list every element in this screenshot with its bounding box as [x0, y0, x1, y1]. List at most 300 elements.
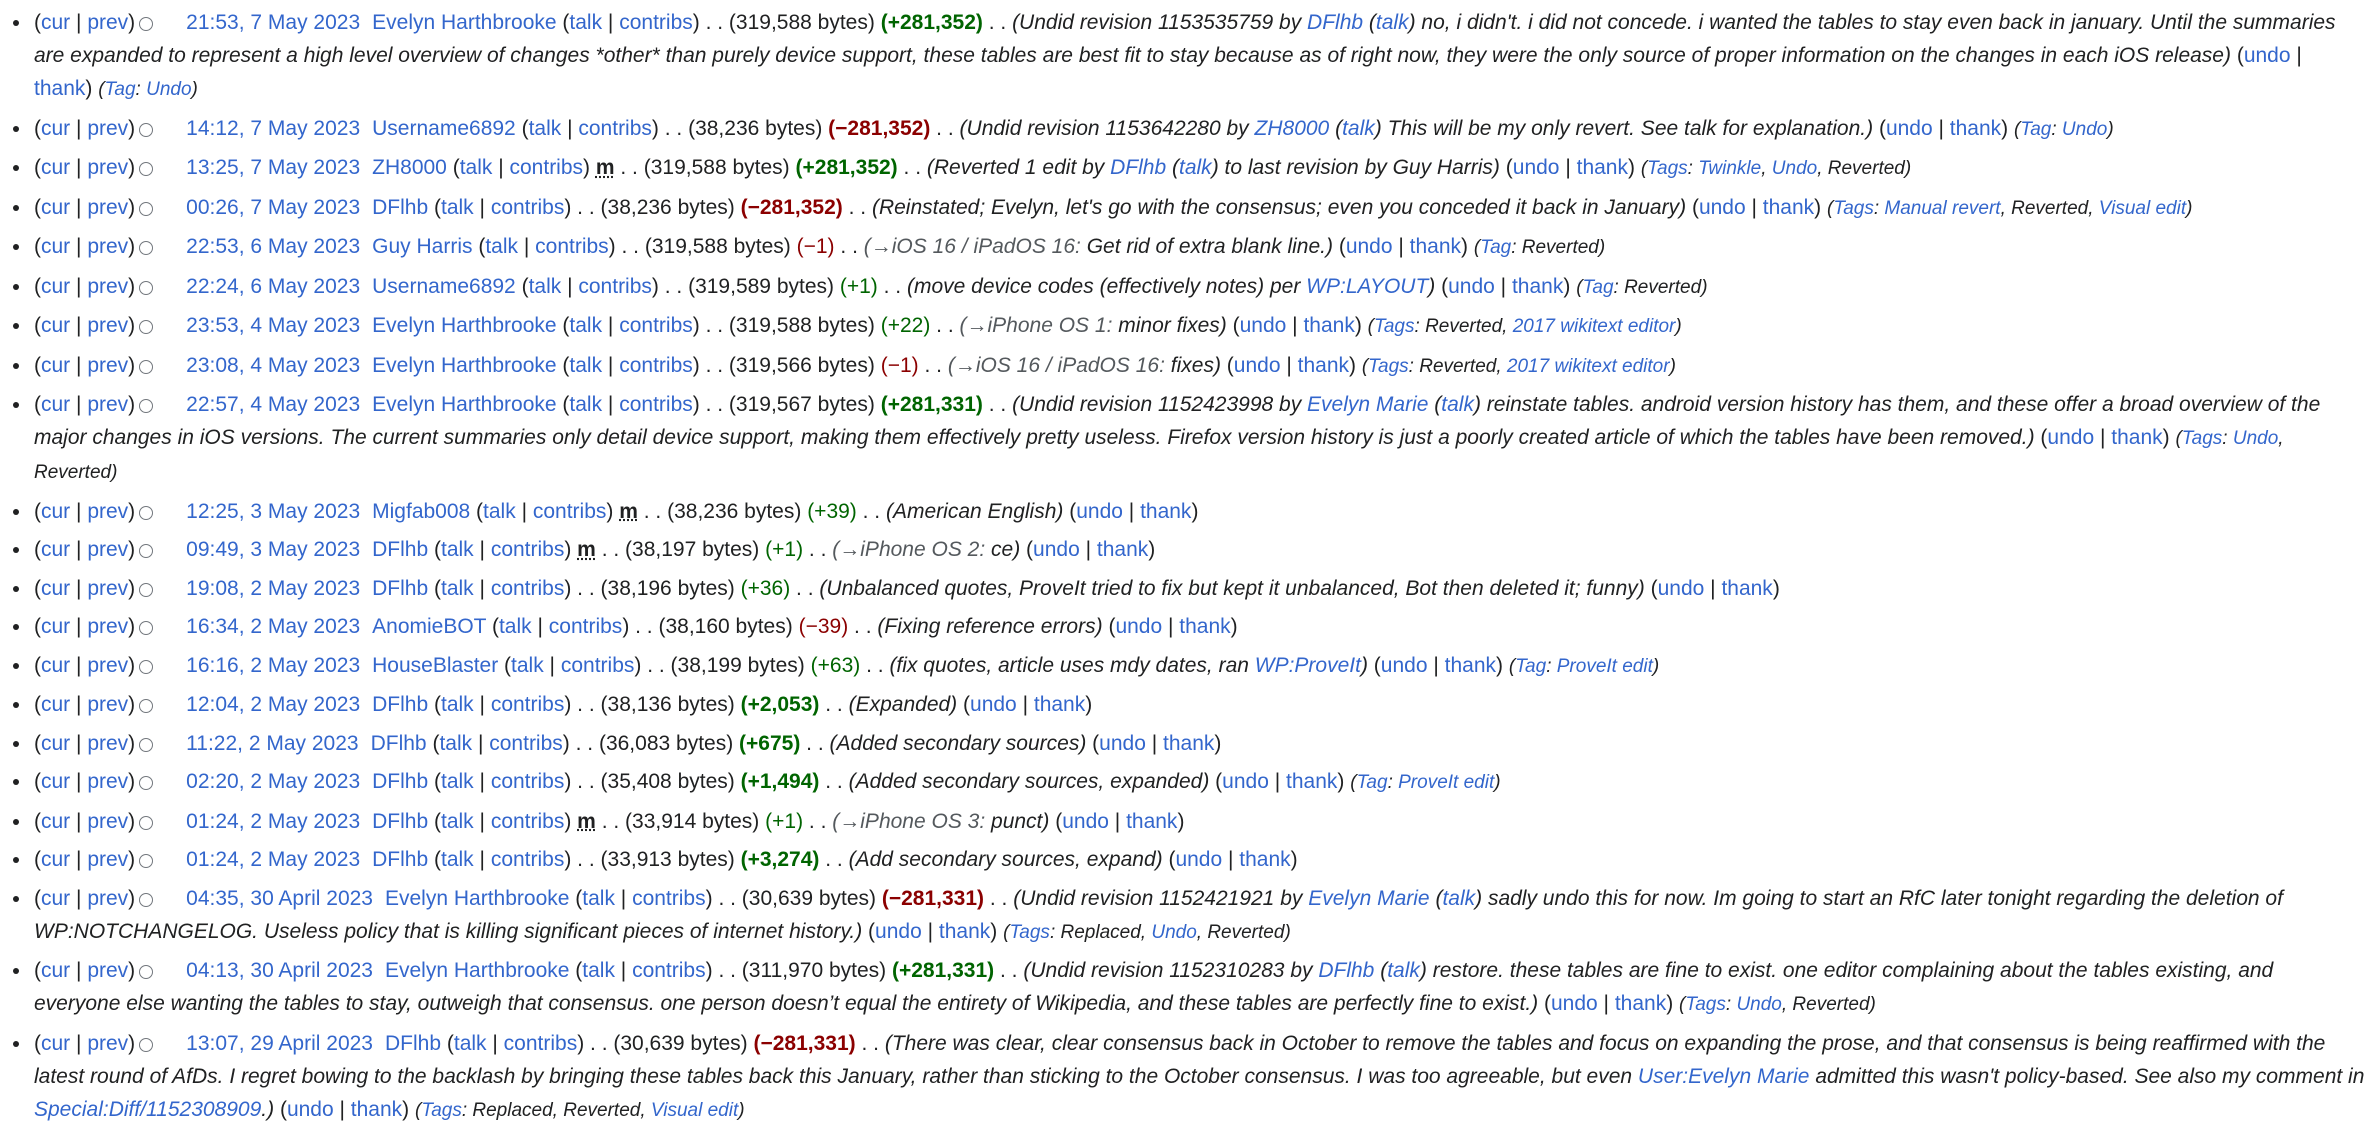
revision-tags: (Tags: Twinkle, Undo, Reverted) [1640, 158, 1912, 179]
revision-row: (cur | prev) 01:24, 2 May 2023 DFlhb (talk | contribs) m . . (33,914 bytes) (+1) . . (→iPhone OS 3: punct) (undo | thank) [0, 805, 2365, 838]
thank-link[interactable]: thank [1762, 195, 1815, 219]
compare-radio[interactable] [139, 202, 153, 216]
tag-link[interactable]: Visual edit [2098, 197, 2187, 219]
compare-radio[interactable] [139, 320, 153, 334]
thank-link[interactable]: thank [34, 77, 86, 100]
compare-radio[interactable] [139, 660, 153, 674]
revision-row: (cur | prev) 14:12, 7 May 2023 Username6892 (talk | contribs) . . (38,236 bytes) (−281,352) . . (Undid revision 1153642280 by ZH8000 (talk) This will be my only revert. See talk for explanation.) (undo | thank) (Tag: Undo) [0, 112, 2365, 146]
undo-link[interactable]: undo [1512, 156, 1560, 179]
undo-link[interactable]: undo [1033, 538, 1080, 561]
compare-radio[interactable] [139, 399, 153, 413]
user-contribs-link[interactable]: contribs [490, 538, 565, 561]
compare-radio[interactable] [139, 738, 153, 752]
compare-radio[interactable] [139, 776, 153, 790]
compare-radio[interactable] [139, 506, 153, 520]
cur-link[interactable]: cur [41, 770, 71, 793]
revision-date-link[interactable]: 13:25, 7 May 2023 [186, 156, 361, 179]
revision-row: (cur | prev) 01:24, 2 May 2023 DFlhb (talk | contribs) . . (33,913 bytes) (+3,274) . . (Add secondary sources, expand) (undo | thank) [0, 843, 2365, 876]
user-contribs-link[interactable]: contribs [548, 615, 623, 638]
summary-link[interactable]: Evelyn Marie [1307, 393, 1429, 416]
undo-link[interactable]: undo [875, 919, 922, 943]
minor-edit-marker: m [577, 538, 596, 561]
revision-date-link[interactable]: 00:26, 7 May 2023 [186, 195, 361, 219]
user-contribs-link[interactable]: contribs [490, 809, 565, 833]
tags-label-link[interactable]: Tag [1480, 237, 1512, 258]
cur-link[interactable]: cur [41, 353, 71, 377]
tags-label-link[interactable]: Tag [1515, 655, 1547, 677]
cur-link[interactable]: cur [41, 156, 71, 179]
summary-text: (There was clear, clear consensus back in October to remove the tables and focus on expanding the prose, and that consensus is being reaffirmed with the latest round of AfDs. I regret bowing to the backlash by bringing these tables back this January, rather than sticking to the October consensus. I was too agreeable, but even [34, 1031, 2326, 1088]
thank-link[interactable]: thank [1033, 693, 1086, 716]
user-link[interactable]: DFlhb [370, 731, 427, 755]
user-contribs-link[interactable]: contribs [619, 314, 693, 337]
thank-link[interactable]: thank [1721, 576, 1773, 600]
cur-link[interactable]: cur [41, 731, 71, 755]
revision-row: (cur | prev) 02:20, 2 May 2023 DFlhb (talk | contribs) . . (35,408 bytes) (+1,494) . . (Added secondary sources, expanded) (undo | thank) (Tag: ProveIt edit) [0, 765, 2365, 799]
undo-link[interactable]: undo [1657, 576, 1705, 600]
revision-date-link[interactable]: 19:08, 2 May 2023 [186, 576, 361, 600]
prev-link[interactable]: prev [87, 731, 129, 755]
cur-link[interactable]: cur [41, 11, 71, 34]
undo-link[interactable]: undo [1550, 992, 1598, 1015]
cur-link[interactable]: cur [41, 809, 71, 833]
prev-link[interactable]: prev [87, 809, 129, 833]
revision-date-link[interactable]: 23:53, 4 May 2023 [186, 314, 361, 337]
undo-link[interactable]: undo [1099, 731, 1146, 755]
user-link[interactable]: Guy Harris [372, 235, 473, 258]
cur-link[interactable]: cur [41, 538, 71, 561]
user-link[interactable]: DFlhb [372, 693, 429, 716]
cur-link[interactable]: cur [41, 314, 71, 337]
prev-link[interactable]: prev [87, 538, 129, 561]
byte-size: (38,196 bytes) [600, 576, 735, 600]
user-link[interactable]: Evelyn Harthbrooke [385, 886, 570, 910]
compare-radio[interactable] [139, 544, 153, 558]
summary-link[interactable]: Special:Diff/1152308909 [34, 1097, 262, 1121]
summary-link[interactable]: DFlhb [1318, 959, 1375, 982]
summary-text: (move device codes (effectively notes) per [906, 274, 1307, 298]
cur-link[interactable]: cur [41, 235, 71, 258]
tag-link[interactable]: Undo [1736, 994, 1782, 1015]
thank-link[interactable]: thank [1576, 156, 1628, 179]
section-autocomment: ( [947, 353, 955, 377]
prev-link[interactable]: prev [87, 576, 129, 600]
tags-label-link[interactable]: Tags [1368, 355, 1409, 377]
cur-link[interactable]: cur [41, 195, 71, 219]
undo-link[interactable]: undo [1380, 653, 1428, 677]
prev-link[interactable]: prev [87, 314, 129, 337]
thank-link[interactable]: thank [1096, 538, 1149, 561]
revision-date-link[interactable]: 02:20, 2 May 2023 [186, 770, 361, 793]
undo-link[interactable]: undo [1076, 499, 1123, 523]
tag-text: Reverted [1425, 316, 1503, 337]
undo-link[interactable]: undo [1222, 770, 1269, 793]
edit-summary [832, 538, 1020, 561]
user-link[interactable]: Username6892 [372, 116, 516, 140]
user-link[interactable]: DFlhb [372, 538, 429, 561]
user-talk-link[interactable]: talk [569, 11, 603, 34]
summary-text: ) restore. these tables are fine to exist. one editor complaining about the tables existing, and everyone else wanting the tables to stay, outweigh that consensus. one person doesn’t equal the entirety of Wikipedia, and these tables are perfectly fine to exist.) [34, 959, 2274, 1015]
revision-date-link[interactable]: 04:13, 30 April 2023 [186, 959, 373, 982]
section-autocomment: ( [832, 538, 840, 561]
tag-link[interactable]: ProveIt edit [1398, 772, 1495, 793]
cur-link[interactable]: cur [41, 116, 71, 140]
summary-text: ( [1363, 11, 1376, 34]
section-autocomment: →iOS 16 / iPadOS 16: [954, 353, 1165, 377]
summary-link[interactable]: WP:ProveIt [1254, 653, 1361, 677]
user-talk-link[interactable]: talk [582, 959, 615, 982]
user-link[interactable]: Evelyn Harthbrooke [385, 959, 570, 982]
compare-radio[interactable] [139, 893, 153, 907]
prev-link[interactable]: prev [87, 653, 129, 677]
undo-link[interactable]: undo [1233, 353, 1281, 377]
compare-radio[interactable] [139, 360, 153, 374]
summary-link[interactable]: ZH8000 [1254, 116, 1330, 140]
user-link[interactable]: AnomieBOT [372, 615, 487, 638]
prev-link[interactable]: prev [87, 11, 129, 34]
byte-size: (319,589 bytes) [688, 274, 835, 298]
compare-radio[interactable] [139, 699, 153, 713]
thank-link[interactable]: thank [1179, 615, 1231, 638]
cur-link[interactable]: cur [41, 499, 71, 523]
tags-label-link[interactable]: Tag [2020, 118, 2052, 140]
byte-diff: (+1,494) [740, 770, 820, 793]
cur-link[interactable]: cur [41, 848, 71, 871]
undo-link[interactable]: undo [2047, 426, 2095, 449]
cur-link[interactable]: cur [41, 959, 71, 982]
summary-text: (Added secondary sources, expanded) [848, 770, 1210, 793]
cur-link[interactable]: cur [41, 693, 71, 716]
user-talk-link[interactable]: talk [453, 1031, 487, 1055]
byte-size: (35,408 bytes) [600, 770, 735, 793]
thank-link[interactable]: thank [350, 1097, 403, 1121]
byte-size: (30,639 bytes) [613, 1031, 748, 1055]
tag-link[interactable]: Undo [146, 79, 192, 100]
user-link[interactable]: Username6892 [372, 274, 516, 298]
summary-text: (Fixing reference errors) [877, 615, 1103, 638]
user-link[interactable]: DFlhb [372, 809, 429, 833]
compare-radio[interactable] [139, 162, 153, 176]
user-contribs-link[interactable]: contribs [632, 959, 706, 982]
tags-label-link[interactable]: Tags [1685, 994, 1726, 1015]
revision-date-link[interactable]: 12:04, 2 May 2023 [186, 693, 361, 716]
user-link[interactable]: Evelyn Harthbrooke [372, 314, 557, 337]
summary-text: (Undid revision 1152421921 by [1013, 886, 1309, 910]
undo-link[interactable]: undo [286, 1097, 334, 1121]
user-link[interactable]: DFlhb [372, 848, 429, 871]
compare-radio[interactable] [139, 621, 153, 635]
undo-link[interactable]: undo [1885, 116, 1933, 140]
user-talk-link[interactable]: talk [459, 156, 493, 179]
thank-link[interactable]: thank [1949, 116, 2002, 140]
tag-link[interactable]: Manual revert [1884, 197, 2001, 219]
revision-date-link[interactable]: 22:53, 6 May 2023 [186, 235, 361, 258]
revision-date-link[interactable]: 01:24, 2 May 2023 [186, 848, 361, 871]
user-link[interactable]: DFlhb [372, 770, 429, 793]
prev-link[interactable]: prev [87, 1031, 129, 1055]
undo-link[interactable]: undo [1345, 235, 1393, 258]
user-talk-link[interactable]: talk [485, 235, 519, 258]
user-link[interactable]: Migfab008 [372, 499, 471, 523]
cur-link[interactable]: cur [41, 393, 71, 416]
revision-date-link[interactable]: 23:08, 4 May 2023 [186, 353, 361, 377]
thank-link[interactable]: thank [1239, 848, 1291, 871]
summary-link[interactable]: talk [1375, 11, 1409, 34]
summary-text: ce) [985, 538, 1021, 561]
user-talk-link[interactable]: talk [528, 116, 562, 140]
user-contribs-link[interactable]: contribs [632, 886, 706, 910]
edit-summary [832, 810, 1049, 833]
revision-date-link[interactable]: 21:53, 7 May 2023 [186, 11, 361, 34]
user-talk-link[interactable]: talk [528, 274, 562, 298]
revision-tags: (Tags: Replaced, Undo, Reverted) [1003, 921, 1291, 943]
undo-link[interactable]: undo [1448, 274, 1495, 298]
user-contribs-link[interactable]: contribs [578, 116, 652, 140]
cur-link[interactable]: cur [41, 274, 71, 298]
revision-tags: (Tag: Undo) [98, 79, 198, 100]
undo-link[interactable]: undo [2243, 44, 2291, 67]
user-contribs-link[interactable]: contribs [619, 393, 693, 416]
tags-label-link[interactable]: Tags [2181, 428, 2223, 449]
thank-link[interactable]: thank [1163, 731, 1215, 755]
compare-radio[interactable] [139, 241, 153, 255]
tag-link[interactable]: 2017 wikitext editor [1512, 316, 1676, 337]
summary-text: ( [1329, 116, 1343, 140]
compare-radio[interactable] [139, 854, 153, 868]
revision-date-link[interactable]: 01:24, 2 May 2023 [186, 809, 361, 833]
prev-link[interactable]: prev [87, 770, 129, 793]
tags-label-link[interactable]: Tags [1647, 158, 1688, 179]
user-talk-link[interactable]: talk [441, 848, 474, 871]
summary-link[interactable]: talk [1441, 393, 1474, 416]
prev-link[interactable]: prev [87, 615, 129, 638]
revision-date-link[interactable]: 04:35, 30 April 2023 [186, 886, 373, 910]
tag-link[interactable]: Twinkle [1698, 158, 1762, 179]
user-talk-link[interactable]: talk [441, 693, 474, 716]
byte-size: (319,588 bytes) [728, 11, 875, 34]
user-contribs-link[interactable]: contribs [490, 576, 565, 600]
summary-link[interactable]: DFlhb [1307, 11, 1364, 34]
summary-link[interactable]: talk [1342, 116, 1375, 140]
summary-text: ) [1360, 653, 1368, 677]
prev-link[interactable]: prev [87, 848, 129, 871]
revision-row: (cur | prev) 00:26, 7 May 2023 DFlhb (talk | contribs) . . (38,236 bytes) (−281,352) . . (Reinstated; Evelyn, let's go with the consensus; even you conceded it back in January) (undo | thank) (Tags: Manual revert, Reverted, Visual edit) [0, 191, 2365, 225]
revision-date-link[interactable]: 22:24, 6 May 2023 [186, 274, 361, 298]
revision-date-link[interactable]: 13:07, 29 April 2023 [186, 1031, 373, 1055]
user-talk-link[interactable]: talk [511, 653, 544, 677]
summary-link[interactable]: talk [1387, 959, 1420, 982]
byte-size: (38,199 bytes) [670, 653, 805, 677]
undo-link[interactable]: undo [1698, 195, 1746, 219]
tag-link[interactable]: Undo [1771, 158, 1818, 179]
undo-link[interactable]: undo [1115, 615, 1163, 638]
thank-link[interactable]: thank [1409, 235, 1462, 258]
revision-row: (cur | prev) 22:53, 6 May 2023 Guy Harris (talk | contribs) . . (319,588 bytes) (−1) . . (→iOS 16 / iPadOS 16: Get rid of extra blank line.) (undo | thank) (Tag: Reverted) [0, 230, 2365, 264]
thank-link[interactable]: thank [1511, 274, 1564, 298]
user-contribs-link[interactable]: contribs [490, 770, 565, 793]
compare-radio[interactable] [139, 583, 153, 597]
tag-link[interactable]: 2017 wikitext editor [1506, 355, 1670, 377]
user-talk-link[interactable]: talk [569, 314, 603, 337]
thank-link[interactable]: thank [1614, 992, 1667, 1015]
tags-label-link[interactable]: Tag [104, 79, 136, 100]
user-contribs-link[interactable]: contribs [619, 11, 693, 34]
user-talk-link[interactable]: talk [569, 353, 603, 377]
user-link[interactable]: Evelyn Harthbrooke [372, 353, 557, 377]
user-contribs-link[interactable]: contribs [532, 499, 607, 523]
user-link[interactable]: ZH8000 [372, 156, 447, 179]
summary-text: ( [1428, 393, 1442, 416]
prev-link[interactable]: prev [87, 235, 129, 258]
summary-link[interactable]: Evelyn Marie [1308, 886, 1430, 910]
revision-date-link[interactable]: 12:25, 3 May 2023 [186, 499, 361, 523]
user-talk-link[interactable]: talk [441, 195, 474, 219]
tag-link[interactable]: ProveIt edit [1556, 655, 1653, 677]
tag-text: Reverted [1207, 921, 1285, 943]
undo-link[interactable]: undo [1175, 848, 1223, 871]
tag-link[interactable]: Undo [2232, 428, 2279, 449]
user-contribs-link[interactable]: contribs [509, 156, 584, 179]
edit-summary [877, 615, 1102, 638]
compare-radio[interactable] [139, 17, 153, 31]
compare-radio[interactable] [139, 965, 153, 979]
summary-text: ) This will be my only revert. See talk for explanation.) [1374, 116, 1874, 140]
tag-text: Reverted [1792, 994, 1870, 1015]
user-contribs-link[interactable]: contribs [560, 653, 635, 677]
summary-link[interactable]: talk [1442, 886, 1476, 910]
user-link[interactable]: HouseBlaster [372, 653, 499, 677]
cur-link[interactable]: cur [41, 576, 71, 600]
summary-text: (Added secondary sources) [829, 731, 1087, 755]
summary-text: (Reinstated; Evelyn, let's go with the consensus; even you conceded it back in January) [871, 195, 1687, 219]
prev-link[interactable]: prev [87, 959, 129, 982]
revision-date-link[interactable]: 16:16, 2 May 2023 [186, 653, 361, 677]
prev-link[interactable]: prev [87, 393, 129, 416]
tags-label-link[interactable]: Tags [1833, 197, 1874, 219]
prev-link[interactable]: prev [87, 274, 129, 298]
summary-text: fixes) [1164, 353, 1221, 377]
prev-link[interactable]: prev [87, 195, 129, 219]
thank-link[interactable]: thank [1303, 314, 1355, 337]
tags-label-link[interactable]: Tag [1582, 276, 1614, 298]
thank-link[interactable]: thank [2111, 426, 2163, 449]
prev-link[interactable]: prev [87, 693, 129, 716]
user-link[interactable]: DFlhb [372, 576, 429, 600]
prev-link[interactable]: prev [87, 499, 129, 523]
byte-size: (319,588 bytes) [728, 314, 875, 337]
summary-link[interactable]: WP:LAYOUT [1306, 274, 1429, 298]
undo-link[interactable]: undo [1239, 314, 1287, 337]
user-contribs-link[interactable]: contribs [535, 235, 609, 258]
summary-link[interactable]: talk [1179, 156, 1212, 179]
revision-date-link[interactable]: 14:12, 7 May 2023 [186, 116, 361, 140]
byte-diff: (+22) [880, 314, 931, 337]
user-contribs-link[interactable]: contribs [490, 693, 565, 716]
undo-link[interactable]: undo [1062, 809, 1109, 833]
tags-label-link[interactable]: Tags [421, 1099, 462, 1121]
summary-text: (Undid revision 1153642280 by [959, 116, 1255, 140]
tag-link[interactable]: Undo [2061, 118, 2108, 140]
revision-date-link[interactable]: 11:22, 2 May 2023 [186, 731, 359, 755]
prev-link[interactable]: prev [87, 156, 129, 179]
prev-link[interactable]: prev [87, 886, 129, 910]
user-talk-link[interactable]: talk [582, 886, 615, 910]
prev-link[interactable]: prev [87, 353, 129, 377]
summary-link[interactable]: DFlhb [1110, 156, 1167, 179]
revision-tags: (Tag: Reverted) [1576, 276, 1708, 298]
summary-text: ) sadly undo this for now. Im going to start an RfC later tonight regarding the deletion of WP:NOTCHANGELOG. Useless policy that is killing significant pieces of internet history.) [34, 886, 2283, 943]
byte-size: (319,566 bytes) [728, 353, 875, 377]
byte-diff: (−1) [796, 235, 835, 258]
summary-text: (Undid revision 1152310283 by [1023, 959, 1319, 982]
compare-radio[interactable] [139, 123, 153, 137]
user-talk-link[interactable]: talk [569, 393, 603, 416]
cur-link[interactable]: cur [41, 615, 71, 638]
user-talk-link[interactable]: talk [439, 731, 473, 755]
user-talk-link[interactable]: talk [498, 615, 532, 638]
thank-link[interactable]: thank [1140, 499, 1192, 523]
undo-link[interactable]: undo [970, 693, 1017, 716]
user-contribs-link[interactable]: contribs [490, 195, 565, 219]
user-talk-link[interactable]: talk [441, 770, 474, 793]
edit-summary [819, 577, 1644, 600]
user-talk-link[interactable]: talk [441, 809, 474, 833]
tag-link[interactable]: Undo [1151, 921, 1197, 943]
cur-link[interactable]: cur [41, 653, 71, 677]
tags-label-link[interactable]: Tags [1009, 921, 1050, 943]
compare-radio[interactable] [139, 281, 153, 295]
thank-link[interactable]: thank [938, 919, 991, 943]
cur-link[interactable]: cur [41, 886, 71, 910]
summary-text: ) [1428, 274, 1436, 298]
prev-link[interactable]: prev [87, 116, 129, 140]
revision-date-link[interactable]: 22:57, 4 May 2023 [186, 393, 361, 416]
user-talk-link[interactable]: talk [441, 538, 474, 561]
summary-link[interactable]: User:Evelyn Marie [1637, 1064, 1810, 1088]
tags-label-link[interactable]: Tag [1356, 772, 1388, 793]
cur-link[interactable]: cur [41, 1031, 71, 1055]
user-talk-link[interactable]: talk [441, 576, 474, 600]
summary-text: Get rid of extra blank line.) [1080, 235, 1333, 258]
byte-diff: (+36) [740, 576, 791, 600]
thank-link[interactable]: thank [1444, 653, 1497, 677]
tags-label-link[interactable]: Tags [1374, 316, 1415, 337]
compare-radio[interactable] [139, 1038, 153, 1052]
thank-link[interactable]: thank [1297, 353, 1349, 377]
user-contribs-link[interactable]: contribs [503, 1031, 578, 1055]
compare-radio[interactable] [139, 816, 153, 830]
user-contribs-link[interactable]: contribs [578, 274, 652, 298]
thank-link[interactable]: thank [1126, 809, 1178, 833]
revision-date-link[interactable]: 09:49, 3 May 2023 [186, 538, 361, 561]
user-link[interactable]: Evelyn Harthbrooke [372, 393, 557, 416]
user-talk-link[interactable]: talk [483, 499, 516, 523]
tag-text: Reverted [1521, 237, 1599, 258]
tag-link[interactable]: Visual edit [650, 1099, 739, 1121]
thank-link[interactable]: thank [1286, 770, 1338, 793]
revision-date-link[interactable]: 16:34, 2 May 2023 [186, 615, 361, 638]
user-link[interactable]: DFlhb [372, 195, 429, 219]
byte-size: (30,639 bytes) [741, 886, 877, 910]
user-contribs-link[interactable]: contribs [619, 353, 693, 377]
section-autocomment: →iPhone OS 1: [966, 314, 1113, 337]
summary-text: (Undid revision 1153535759 by [1012, 11, 1308, 34]
edit-summary [960, 314, 1227, 337]
user-link[interactable]: DFlhb [385, 1031, 442, 1055]
user-contribs-link[interactable]: contribs [489, 731, 563, 755]
user-contribs-link[interactable]: contribs [490, 848, 565, 871]
user-link[interactable]: Evelyn Harthbrooke [372, 11, 557, 34]
